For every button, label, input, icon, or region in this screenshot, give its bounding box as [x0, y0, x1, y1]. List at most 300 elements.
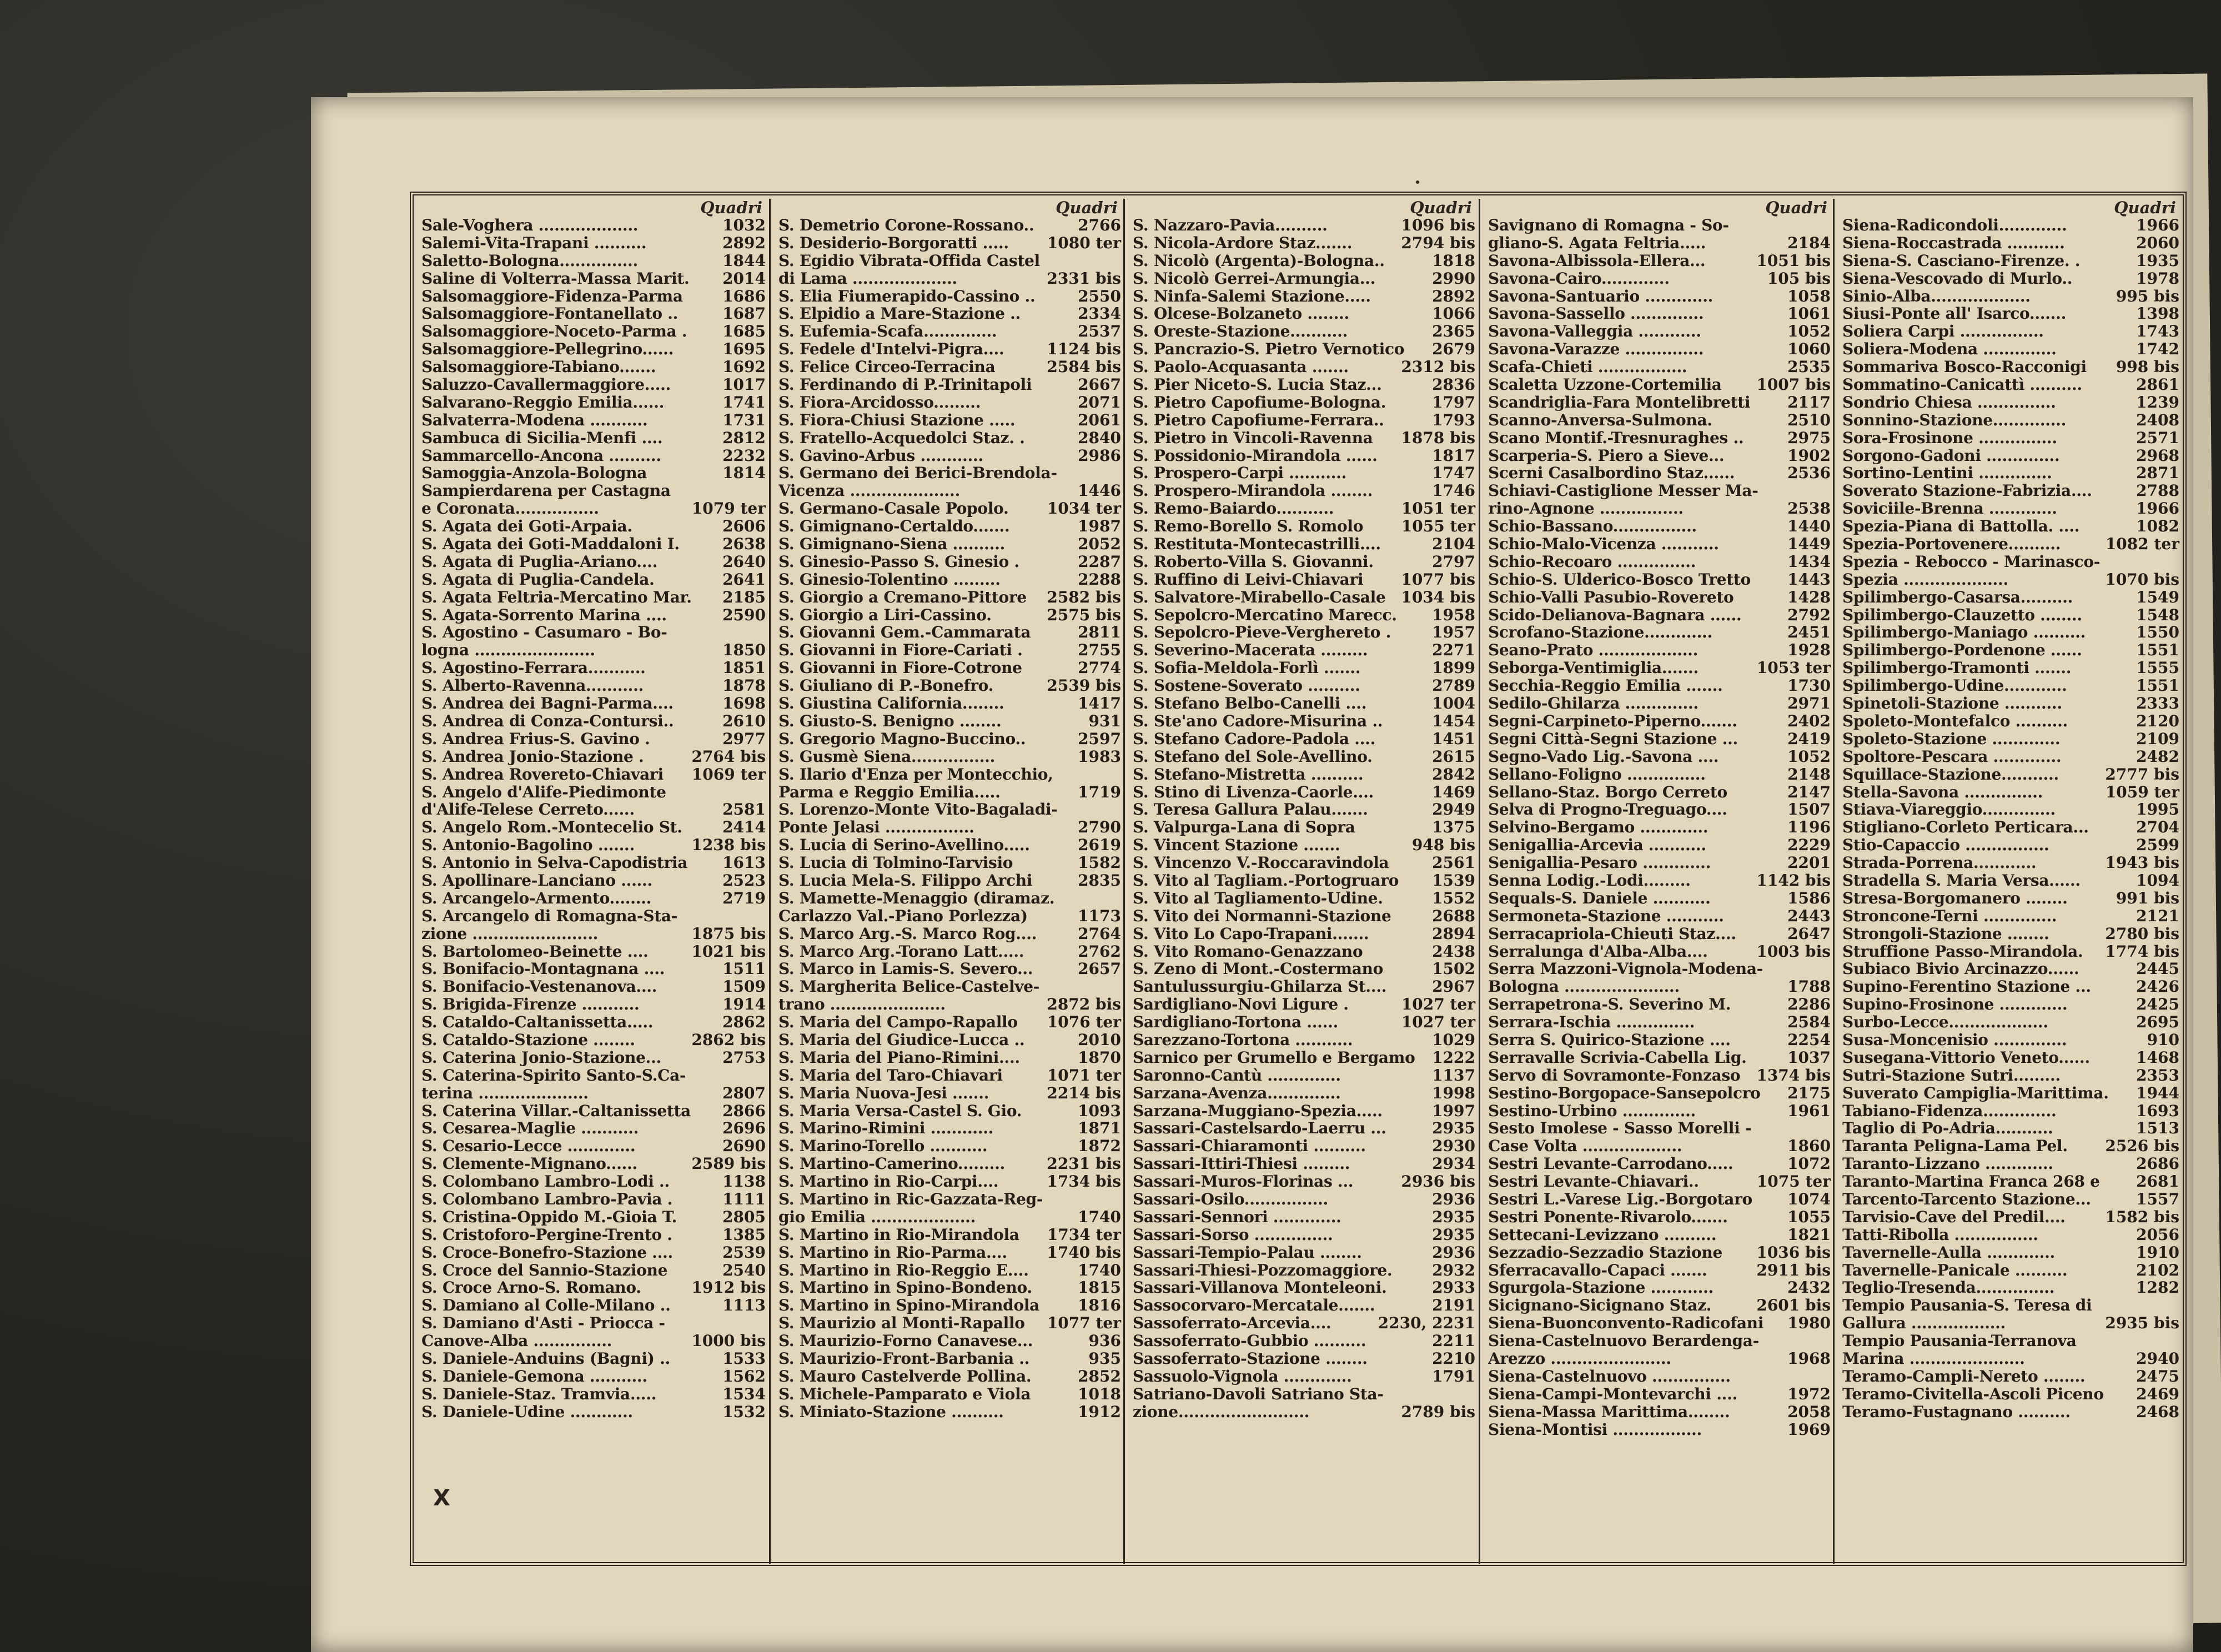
index-entry [1842, 695, 2179, 712]
index-column-5 [1833, 199, 2183, 1564]
entry-quadro-number: 1741 [722, 393, 766, 411]
entry-quadro-number: 2010 [1078, 1030, 1121, 1049]
entry-name: S. Cristina-Oppido M.-Gioia T. [421, 1208, 677, 1226]
index-entry [778, 1102, 1121, 1120]
entry-name: Subiaco Bivio Arcinazzo...... [1842, 960, 2079, 978]
entry-quadro-number: 1070 bis [2105, 570, 2179, 589]
entry-name: S. Agostino-Ferrara........... [421, 659, 646, 677]
entry-quadro-number: 2862 bis [691, 1030, 766, 1049]
entry-name: Schio-Bassano................ [1488, 518, 1697, 536]
entry-name: Scrofano-Stazione............. [1488, 624, 1712, 642]
index-entry [778, 1067, 1121, 1084]
entry-quadro-number: 1239 [2136, 393, 2179, 411]
entry-name: Seborga-Ventimiglia....... [1488, 659, 1699, 677]
entry-name: S. Gavino-Arbus ............ [778, 446, 983, 465]
entry-quadro-number: 1075 ter [1756, 1172, 1831, 1191]
entry-name: Strongoli-Stazione ........ [1842, 925, 2049, 943]
index-entry [778, 1173, 1121, 1191]
entry-quadro-number: 2214 bis [1047, 1083, 1121, 1102]
entry-quadro-number: 1142 bis [1756, 871, 1831, 890]
index-entry [1488, 1226, 1831, 1244]
entry-quadro-number: 1138 [722, 1172, 766, 1191]
index-entry [1133, 252, 1475, 270]
entry-name: S. Ninfa-Salemi Stazione..... [1133, 287, 1371, 305]
entry-name: S. Arcangelo-Armento........ [421, 889, 652, 907]
index-entry [1133, 907, 1475, 925]
index-entry [1842, 1155, 2179, 1173]
index-entry [421, 641, 766, 659]
entry-quadro-number: 2060 [2136, 233, 2179, 252]
entry-name: S. Cristoforo-Pergine-Trento . [421, 1226, 672, 1244]
entry-name: Saronno-Cantù .............. [1133, 1066, 1341, 1084]
entry-quadro-number: 1021 bis [691, 942, 766, 961]
entry-name: Serra S. Quirico-Stazione .... [1488, 1031, 1731, 1049]
entry-quadro-number: 1443 [1787, 570, 1831, 589]
entry-quadro-number: 2695 [2136, 1013, 2179, 1032]
entry-quadro-number: 1551 [2136, 641, 2179, 660]
entry-name: S. Fiora-Chiusi Stazione ..... [778, 411, 1016, 429]
index-entry [778, 252, 1121, 270]
index-entry [1842, 925, 2179, 943]
index-entry [1842, 482, 2179, 500]
entry-quadro-number: 1096 bis [1401, 216, 1475, 234]
entry-name: S. Daniele-Udine ............ [421, 1403, 633, 1421]
entry-quadro-number: 936 [1088, 1332, 1121, 1350]
entry-quadro-number: 2419 [1787, 729, 1831, 748]
index-entry [778, 411, 1121, 429]
entry-quadro-number: 2790 [1078, 818, 1121, 837]
index-entry [1133, 1385, 1475, 1403]
index-entry [1133, 323, 1475, 340]
entry-name: S. Martino in Rio-Reggio E.... [778, 1261, 1029, 1279]
index-entry [1133, 943, 1475, 961]
entry-name: Tarvisio-Cave del Predil.... [1842, 1208, 2066, 1226]
entry-name: S. Stefano Cadore-Padola .... [1133, 730, 1376, 748]
entry-name: S. Sepolcro-Pieve-Verghereto . [1133, 624, 1391, 642]
entry-name: Soviciile-Brenna ............. [1842, 500, 2057, 518]
entry-name: Sassocorvaro-Mercatale....... [1133, 1297, 1375, 1315]
entry-quadro-number: 1562 [722, 1367, 766, 1385]
entry-quadro-number: 1987 [1078, 517, 1121, 536]
entry-name: S. Maria del Taro-Chiavari [778, 1066, 1003, 1084]
entry-name: S. Croce Arno-S. Romano. [421, 1279, 641, 1297]
entry-quadro-number: 1816 [1078, 1296, 1121, 1315]
entry-name: Selvino-Bergamo ............. [1488, 819, 1709, 837]
entry-quadro-number: 1032 [722, 216, 766, 234]
index-entry [1488, 1137, 1831, 1155]
entry-quadro-number: 1082 [2136, 517, 2179, 536]
entry-quadro-number: 2933 [1432, 1278, 1475, 1297]
entry-quadro-number: 2805 [722, 1207, 766, 1226]
entry-quadro-number: 1051 bis [1756, 251, 1831, 270]
entry-name: Sarzana-Muggiano-Spezia..... [1133, 1102, 1383, 1120]
index-entry [1842, 305, 2179, 323]
entry-name: S. Vito al Tagliam.-Portogruaro [1133, 871, 1399, 890]
entry-quadro-number: 2286 [1787, 995, 1831, 1014]
index-entry [1842, 571, 2179, 589]
index-entry [1133, 1403, 1475, 1421]
entry-quadro-number: 2443 [1787, 906, 1831, 925]
index-entry [421, 677, 766, 695]
entry-name: zione ........................ [421, 925, 599, 943]
index-entry [1842, 234, 2179, 252]
entry-quadro-number: 1875 bis [691, 924, 766, 943]
entry-quadro-number: 2719 [722, 888, 766, 907]
entry-name: Serralunga d'Alba-Alba.... [1488, 942, 1708, 961]
entry-name: Tatti-Ribolla ................ [1842, 1226, 2038, 1244]
index-entry [778, 978, 1121, 996]
entry-name: Serra Mazzoni-Vignola-Modena- [1488, 960, 1763, 978]
entry-quadro-number: 2365 [1432, 322, 1475, 341]
entry-quadro-number: 2968 [2136, 446, 2179, 465]
entry-name: Seano-Prato ................... [1488, 641, 1699, 660]
entry-name: S. Croce-Bonefro-Stazione .... [421, 1243, 673, 1262]
entry-name: Sommatino-Canicattì .......... [1842, 376, 2082, 394]
entry-name: Scarperia-S. Piero a Sieve... [1488, 446, 1725, 465]
entry-quadro-number: 1124 bis [1047, 340, 1121, 359]
entry-quadro-number: 1899 [1432, 659, 1475, 677]
index-entry [778, 500, 1121, 518]
index-entry [1488, 659, 1831, 677]
entry-quadro-number: 931 [1088, 711, 1121, 730]
entry-name: S. Daniele-Gemona ........... [421, 1367, 647, 1385]
index-entry [1133, 1262, 1475, 1279]
entry-name: Senna Lodig.-Lodi......... [1488, 871, 1691, 890]
index-entry [1133, 1173, 1475, 1191]
entry-quadro-number: 1943 bis [2105, 853, 2179, 872]
entry-quadro-number: 2147 [1787, 782, 1831, 801]
entry-name: S. Marino-Rimini ............ [778, 1119, 994, 1138]
entry-quadro-number: 1137 [1432, 1066, 1475, 1084]
index-entry [421, 305, 766, 323]
entry-quadro-number: 1451 [1432, 729, 1475, 748]
index-entry [778, 1226, 1121, 1244]
entry-quadro-number: 1502 [1432, 960, 1475, 978]
index-entry [1842, 217, 2179, 234]
entry-quadro-number: 1734 ter [1047, 1225, 1121, 1244]
entry-name: S. Giorgio a Liri-Cassino. [778, 606, 992, 624]
index-entry [1488, 1067, 1831, 1084]
entry-name: S. Giovanni in Fiore-Cotrone [778, 659, 1022, 677]
entry-quadro-number: 2056 [2136, 1225, 2179, 1244]
entry-name: S. Elia Fiumerapido-Cassino .. [778, 287, 1036, 305]
entry-name: Scafa-Chieti ................. [1488, 358, 1687, 376]
entry-quadro-number: 1004 [1432, 694, 1475, 713]
index-entry [778, 305, 1121, 323]
index-entry [421, 1297, 766, 1314]
entry-name: di Lama .................... [778, 269, 957, 288]
index-entry [1842, 1226, 2179, 1244]
index-entry [421, 535, 766, 553]
index-entry [421, 996, 766, 1013]
entry-quadro-number: 1730 [1787, 676, 1831, 695]
entry-name: Tavernelle-Aulla ............. [1842, 1243, 2055, 1262]
entry-quadro-number: 1061 [1787, 304, 1831, 323]
entry-name: Stigliano-Corleto Perticara... [1842, 819, 2089, 837]
index-entry [1133, 677, 1475, 695]
entry-quadro-number: 2935 [1432, 1225, 1475, 1244]
entry-quadro-number: 2230, 2231 [1378, 1314, 1475, 1333]
index-entry [1133, 518, 1475, 535]
entry-name: Sermoneta-Stazione ........... [1488, 907, 1724, 925]
index-entry [421, 571, 766, 589]
entry-quadro-number: 2229 [1787, 836, 1831, 855]
index-entry [421, 784, 766, 801]
entry-name: S. Margherita Belice-Castelve- [778, 978, 1040, 996]
entry-quadro-number: 1534 [722, 1384, 766, 1403]
entry-quadro-number: 1548 [2136, 605, 2179, 624]
entry-name: S. Cataldo-Caltanissetta..... [421, 1013, 654, 1031]
entry-quadro-number: 2581 [722, 800, 766, 819]
entry-name: S. Pancrazio-S. Pietro Vernotico [1133, 340, 1405, 359]
index-entry [1842, 1084, 2179, 1102]
entry-name: Sestri Levante-Chiavari.. [1488, 1173, 1699, 1191]
entry-quadro-number: 1375 [1432, 818, 1475, 837]
entry-name: d'Alife-Telese Cerreto...... [421, 801, 635, 819]
entry-name: S. Giuliano di P.-Bonefro. [778, 677, 994, 695]
entry-quadro-number: 1029 [1432, 1030, 1475, 1049]
index-entry [1842, 960, 2179, 978]
entry-name: Taranto-Lizzano ............. [1842, 1155, 2053, 1173]
entry-name: Spezia - Rebocco - Marinasco- [1842, 553, 2101, 571]
index-column-2 [769, 199, 1124, 1564]
index-entry [1133, 1137, 1475, 1155]
entry-name: trano ...................... [778, 996, 946, 1014]
entry-quadro-number: 1069 ter [691, 765, 766, 784]
entry-quadro-number: 1983 [1078, 747, 1121, 766]
index-entry [1488, 766, 1831, 784]
index-entry [1133, 305, 1475, 323]
index-entry [421, 819, 766, 836]
index-entry [778, 464, 1121, 482]
entry-quadro-number: 1740 [1078, 1207, 1121, 1226]
entry-name: S. Vito Romano-Genazzano [1133, 942, 1363, 961]
index-entry [1488, 394, 1831, 411]
index-entry [778, 270, 1121, 288]
entry-quadro-number: 2334 [1078, 304, 1121, 323]
entry-name: Sassari-Tempio-Palau ........ [1133, 1243, 1362, 1262]
entry-quadro-number: 2550 [1078, 287, 1121, 305]
index-entry [1488, 960, 1831, 978]
index-entry [778, 996, 1121, 1013]
index-entry [421, 1084, 766, 1102]
index-entry [1842, 288, 2179, 305]
index-entry [1133, 1208, 1475, 1226]
index-entry [778, 943, 1121, 961]
index-entry [1842, 1208, 2179, 1226]
index-entry [1133, 1119, 1475, 1137]
index-entry [1488, 1262, 1831, 1279]
entry-name: Strada-Porrena............ [1842, 854, 2037, 872]
index-entry [1133, 340, 1475, 358]
entry-quadro-number: 105 bis [1767, 269, 1831, 288]
entry-quadro-number: 2468 [2136, 1402, 2179, 1421]
entry-quadro-number: 2892 [722, 233, 766, 252]
entry-name: S. Daniele-Anduins (Bagni) .. [421, 1350, 670, 1368]
entry-quadro-number: 2842 [1432, 765, 1475, 784]
index-entry [1133, 819, 1475, 836]
entry-quadro-number: 2892 [1432, 287, 1475, 305]
entry-quadro-number: 1998 [1432, 1083, 1475, 1102]
entry-quadro-number: 2862 [722, 1013, 766, 1032]
index-entry [421, 1137, 766, 1155]
entry-name: Senigallia-Arcevia ........... [1488, 836, 1706, 855]
index-entry [1488, 571, 1831, 589]
index-entry [1133, 234, 1475, 252]
entry-name: Scido-Delianova-Bagnara ...... [1488, 606, 1742, 624]
index-entry [778, 447, 1121, 465]
index-entry [778, 340, 1121, 358]
index-column-4 [1479, 199, 1834, 1564]
index-entry [778, 323, 1121, 340]
entry-name: Schio-Malo-Vicenza ........... [1488, 535, 1719, 553]
index-entry [421, 925, 766, 943]
entry-name: Segni-Carpineto-Piperno....... [1488, 712, 1737, 730]
entry-name: Sezzadio-Sezzadio Stazione [1488, 1243, 1722, 1262]
index-entry [1133, 890, 1475, 907]
entry-quadro-number: 2640 [722, 552, 766, 571]
entry-name: Teglio-Tresenda............... [1842, 1279, 2055, 1297]
entry-quadro-number: 2936 [1432, 1243, 1475, 1262]
index-entry [1488, 305, 1831, 323]
entry-name: S. Remo-Baiardo........... [1133, 500, 1334, 518]
entry-name: Sassari-Ittiri-Thiesi ......... [1133, 1155, 1350, 1173]
entry-quadro-number: 2201 [1787, 853, 1831, 872]
index-entry [1488, 1350, 1831, 1368]
index-entry [1842, 854, 2179, 872]
entry-quadro-number: 2690 [722, 1137, 766, 1156]
entry-quadro-number: 2288 [1078, 570, 1121, 589]
entry-name: S. Cesario-Lecce ............. [421, 1137, 636, 1156]
index-entry [1488, 641, 1831, 659]
index-entry [1133, 925, 1475, 943]
index-entry [421, 482, 766, 500]
entry-name: S. Nazzaro-Pavia.......... [1133, 217, 1328, 234]
entry-quadro-number: 1027 ter [1401, 1013, 1475, 1032]
entry-name: S. Caterina Jonio-Stazione... [421, 1048, 661, 1067]
index-entry [1488, 695, 1831, 712]
index-entry [1133, 659, 1475, 677]
entry-name: Schiavi-Castiglione Messer Ma- [1488, 482, 1758, 500]
entry-name: Spezia-Piana di Battolla. .... [1842, 518, 2080, 536]
entry-quadro-number: 1059 ter [2105, 782, 2179, 801]
entry-quadro-number: 2408 [2136, 410, 2179, 429]
entry-name: S. Maurizio-Forno Canavese... [778, 1332, 1033, 1350]
entry-name: S. Lucia Mela-S. Filippo Archi [778, 871, 1033, 890]
entry-name: S. Giusto-S. Benigno ........ [778, 712, 1002, 730]
index-entry [1488, 1403, 1831, 1421]
index-entry [1842, 1403, 2179, 1421]
index-entry [1133, 535, 1475, 553]
entry-quadro-number: 2780 bis [2105, 924, 2179, 943]
entry-quadro-number: 1003 bis [1756, 942, 1831, 961]
entry-quadro-number: 1815 [1078, 1278, 1121, 1297]
index-entry [1842, 1244, 2179, 1262]
entry-name: Sestino-Borgopace-Sansepolcro [1488, 1084, 1761, 1102]
entry-quadro-number: 1912 bis [691, 1278, 766, 1297]
index-entry [1133, 500, 1475, 518]
entry-name: terina ..................... [421, 1084, 589, 1102]
index-entry [1133, 1226, 1475, 1244]
index-entry [778, 1262, 1121, 1279]
index-entry [1842, 589, 2179, 606]
entry-name: S. Apollinare-Lanciano ...... [421, 871, 652, 890]
entry-name: S. Antonio-Bagolino ....... [421, 836, 635, 855]
index-entry [1133, 624, 1475, 641]
index-entry [1842, 1191, 2179, 1208]
entry-name: S. Colombano Lambro-Pavia . [421, 1190, 673, 1208]
page-marker: X [433, 1485, 450, 1511]
entry-name: S. Stefano-Mistretta .......... [1133, 765, 1364, 784]
entry-quadro-number: 1817 [1432, 446, 1475, 465]
entry-quadro-number: 2704 [2136, 818, 2179, 837]
entry-name: Siena-Buonconvento-Radicofani [1488, 1314, 1764, 1333]
entry-quadro-number: 2638 [722, 535, 766, 554]
entry-quadro-number: 1966 [2136, 216, 2179, 234]
entry-name: S. Sepolcro-Mercatino Marecc. [1133, 606, 1397, 624]
entry-quadro-number: 1821 [1787, 1225, 1831, 1244]
entry-name: S. Olcese-Bolzaneto ........ [1133, 305, 1349, 323]
entry-name: Sassari-Villanova Monteleoni. [1133, 1279, 1387, 1297]
entry-quadro-number: 1417 [1078, 694, 1121, 713]
index-entry [1842, 1049, 2179, 1067]
entry-name: S. Damiano d'Asti - Priocca - [421, 1314, 665, 1333]
index-entry [1488, 217, 1831, 234]
entry-quadro-number: 1914 [722, 995, 766, 1014]
entry-name: S. Martino in Ric-Gazzata-Reg- [778, 1190, 1043, 1208]
entry-name: Spinetoli-Stazione ........... [1842, 695, 2062, 712]
index-entry [421, 217, 766, 234]
entry-quadro-number: 1196 [1787, 818, 1831, 837]
entry-name: Sarnico per Grumello e Bergamo [1133, 1048, 1415, 1067]
entry-quadro-number: 1740 bis [1047, 1243, 1121, 1262]
index-entry [1842, 624, 2179, 641]
index-entry [1842, 270, 2179, 288]
index-entry [1133, 801, 1475, 819]
entry-name: S. Caterina Villar.-Caltanissetta [421, 1102, 691, 1120]
index-entry [778, 217, 1121, 234]
entry-name: Sassoferrato-Gubbio .......... [1133, 1332, 1366, 1350]
entry-quadro-number: 1507 [1787, 800, 1831, 819]
entry-name: S. Croce del Sannio-Stazione [421, 1261, 668, 1279]
index-entry [1488, 943, 1831, 961]
index-entry [1133, 836, 1475, 854]
entry-name: S. Andrea dei Bagni-Parma.... [421, 695, 674, 712]
index-entry [1133, 854, 1475, 872]
entry-quadro-number: 1731 [722, 410, 766, 429]
entry-name: S. Lucia di Tolmino-Tarvisio [778, 854, 1013, 872]
entry-quadro-number: 2797 [1432, 552, 1475, 571]
index-entry [421, 1191, 766, 1208]
entry-name: S. Vincenzo V.-Roccaravindola [1133, 854, 1389, 872]
entry-quadro-number: 1066 [1432, 304, 1475, 323]
entry-name: Spilimbergo-Udine............ [1842, 677, 2067, 695]
entry-name: Taranto-Martina Franca 268 e [1842, 1173, 2100, 1191]
entry-name: S. Felice Circeo-Terracina [778, 358, 996, 376]
index-entry [1488, 252, 1831, 270]
index-entry [1488, 1102, 1831, 1120]
entry-name: S. Pietro Capofiume-Bologna. [1133, 393, 1386, 411]
entry-name: Tempio Pausania-Terranova [1842, 1332, 2077, 1350]
entry-quadro-number: 1034 bis [1401, 588, 1475, 606]
entry-quadro-number: 2589 bis [691, 1154, 766, 1173]
entry-name: S. Mauro Castelverde Pollina. [778, 1367, 1032, 1385]
entry-quadro-number: 1060 [1787, 340, 1831, 359]
index-entry [421, 943, 766, 961]
index-entry [1133, 730, 1475, 748]
index-entry [778, 801, 1121, 819]
entry-name: Senigallia-Pesaro ............. [1488, 854, 1711, 872]
